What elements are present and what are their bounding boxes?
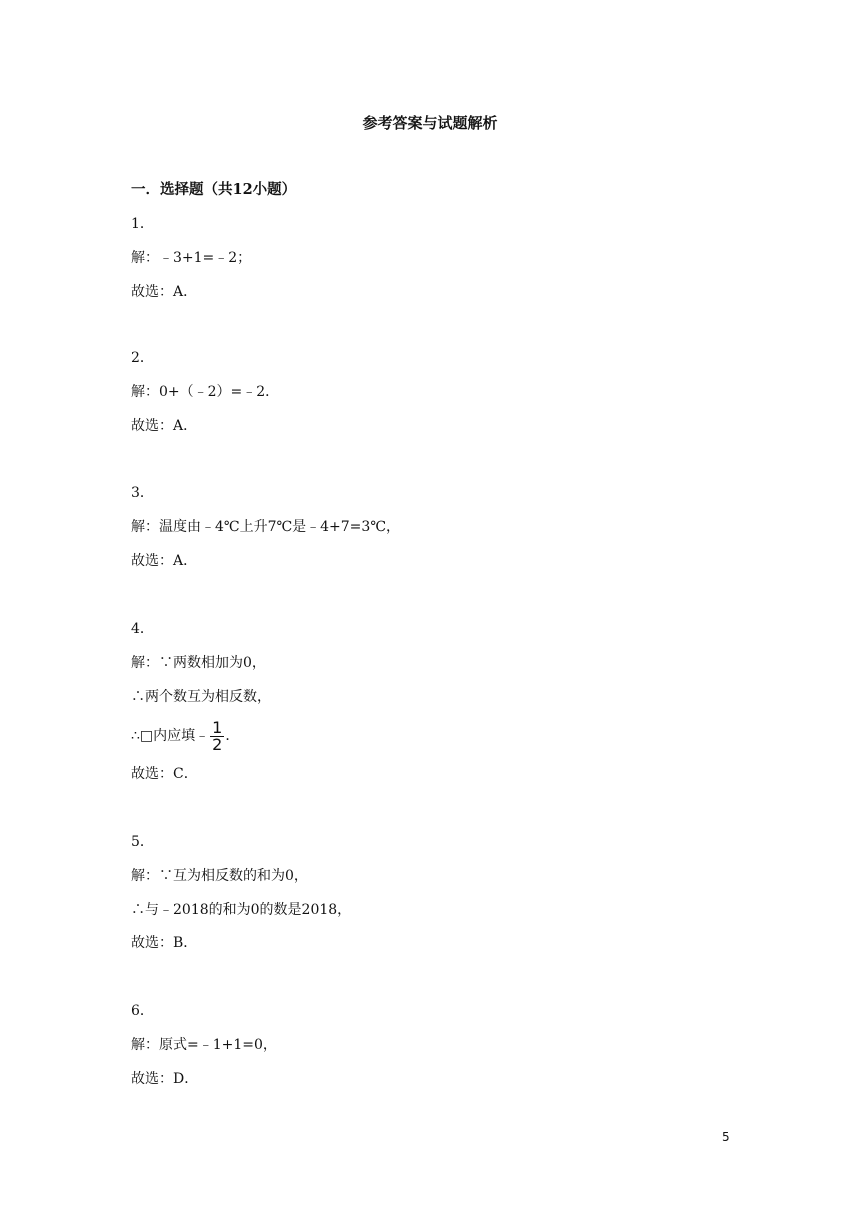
answer-line-4: 故选：C． [131,766,198,782]
solution-line-4b: ∴两个数互为相反数， [131,689,271,705]
question-number-2: 2． [131,350,154,366]
solution-line-5: 解：∵互为相反数的和为0， [131,868,308,884]
blank-box-symbol: □ [139,728,154,744]
fill-text: 内应填﹣ [153,728,210,744]
fraction-denominator: 2 [212,734,223,754]
page-title: 参考答案与试题解析 [362,114,498,132]
question-number-3: 3． [131,485,154,501]
question-number-4: 4． [131,621,154,637]
solution-line-4: 解：∵两数相加为0， [131,655,266,671]
answer-line-3: 故选：A． [131,553,198,569]
period: ． [225,728,240,744]
solution-line-5b: ∴与﹣2018的和为0的数是2018， [131,902,352,918]
page-number: 5 [722,1130,730,1144]
solution-line-3: 解：温度由﹣4℃上升7℃是﹣4+7=3℃， [131,519,400,535]
question-number-5: 5． [131,834,154,850]
answer-line-1: 故选：A． [131,284,198,300]
answer-line-5: 故选：B． [131,935,198,951]
solution-line-1: 解：﹣3+1=﹣2； [131,250,252,266]
question-number-6: 6． [131,1003,154,1019]
solution-line-6: 解：原式=﹣1+1=0， [131,1037,277,1053]
fraction [210,717,224,754]
therefore-symbol: ∴ [131,728,140,744]
answer-line-2: 故选：A． [131,418,198,434]
question-number-1: 1． [131,216,154,232]
section-title: 一．选择题（共12小题） [131,181,297,198]
fraction-numerator: 1 [212,717,223,737]
solution-line-2: 解：0+（﹣2）=﹣2． [131,384,280,400]
answer-line-6: 故选：D． [131,1071,199,1087]
solution-line-4c [131,716,239,756]
